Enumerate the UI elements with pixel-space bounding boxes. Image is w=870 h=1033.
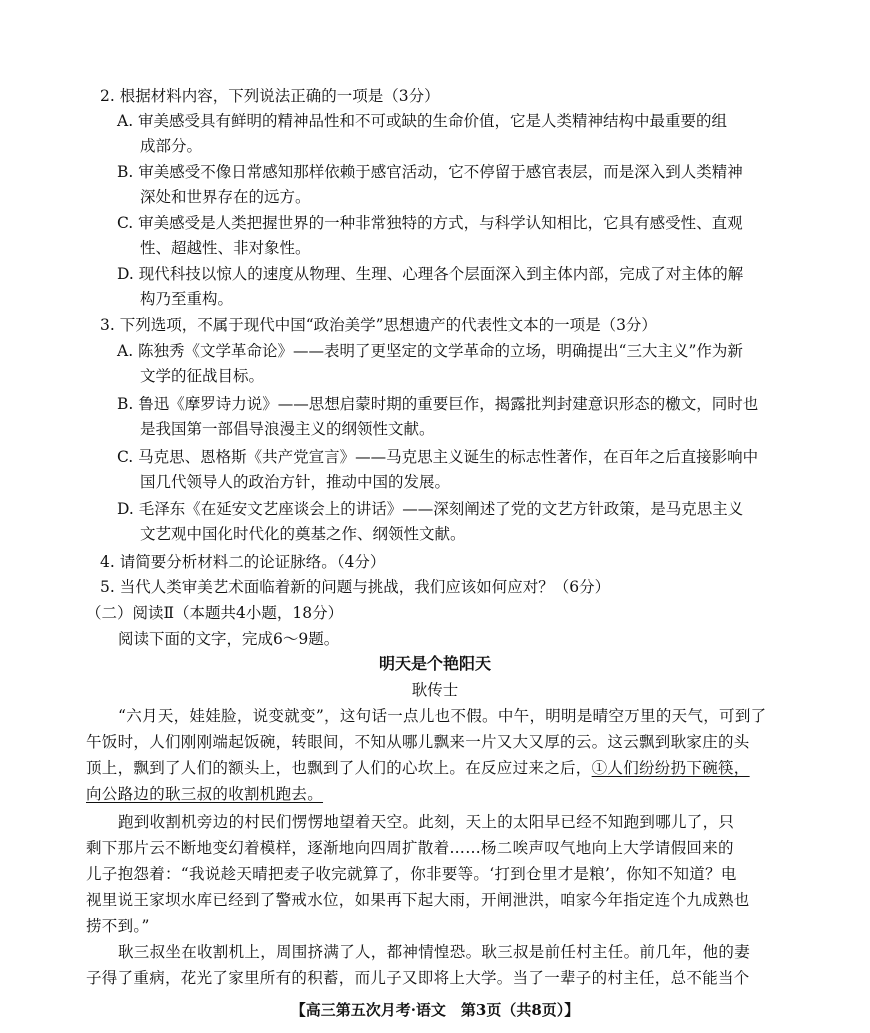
article-author: 耿传士 [411,681,459,699]
section-2-heading: （二）阅读Ⅱ（本题共4小题，18分） [86,604,344,622]
article-p2-line2: 剩下那片云不断地变幻着模样，逐渐地向四周扩散着……杨二唉声叹气地向上大学请假回来的 [86,839,734,857]
q3-option-b-line2: 是我国第一部倡导浪漫主义的纲领性文献。 [140,420,435,438]
article-title: 明天是个艳阳天 [378,654,491,673]
article-p1-line1: “六月天，娃娃脸，说变就变”，这句话一点儿也不假。中午，明明是晴空万里的天气，可到了 [118,707,767,725]
article-p1-line3-text: 顶上，飘到了人们的额头上，也飘到了人们的心坎上。在反应过来之后， [86,759,592,777]
q3-option-a-line1: A. 陈独秀《文学革命论》——表明了更坚定的文学革命的立场，明确提出“三大主义”作为新 [117,342,743,360]
article-p3-line2: 子得了重病，花光了家里所有的积蓄，而儿子又即将上大学。当了一辈子的村主任，总不能当个 [86,969,750,987]
q3-option-b-line1: B. 鲁迅《摩罗诗力说》——思想启蒙时期的重要巨作，揭露批判封建意识形态的檄文，同时也 [117,395,759,413]
q3-option-d-line2: 文艺观中国化时代化的奠基之作、纲领性文献。 [140,525,466,543]
page-footer: 【高三第五次月考·语文 第3页（共8页）】 [290,1001,580,1019]
question-4: 4. 请简要分析材料二的论证脉络。（4分） [100,553,386,571]
section-2-instruction: 阅读下面的文字，完成6～9题。 [118,630,340,648]
article-p2-line3: 儿子抱怨着：“我说趁天晴把麦子收完就算了，你非要等。‘打到仓里才是粮’，你知不知道？电 [86,865,737,883]
article-p1-line3 [86,756,750,780]
article-p3-line1: 耿三叔坐在收割机上，周围挤满了人，都神情惶恐。耿三叔是前任村主任。前几年，他的妻 [118,943,751,961]
article-p2-line4: 视里说王家坝水库已经到了警戒水位，如果再下起大雨，开闸泄洪，咱家今年指定连个九成熟也 [86,891,750,909]
question-3-stem: 3. 下列选项，不属于现代中国“政治美学”思想遗产的代表性文本的一项是（3分） [100,316,657,334]
underlined-sentence-1-cont: 向公路边的耿三叔的收割机跑去。 [86,785,324,803]
article-p2-line1: 跑到收割机旁边的村民们愣愣地望着天空。此刻，天上的太阳早已经不知跑到哪儿了，只 [118,813,735,831]
question-5: 5. 当代人类审美艺术面临着新的问题与挑战，我们应该如何应对？（6分） [100,578,611,596]
q3-option-a-line2: 文学的征战目标。 [140,367,265,385]
q2-option-b-line1: B. 审美感受不像日常感知那样依赖于感官活动，它不停留于感官表层，而是深入到人类精神 [117,163,743,181]
q2-option-d-line2: 构乃至重构。 [140,290,234,308]
q2-option-c-line1: C. 审美感受是人类把握世界的一种非常独特的方式，与科学认知相比，它具有感受性、直观 [117,214,743,232]
q2-option-c-line2: 性、超越性、非对象性。 [140,239,311,257]
question-2-stem: 2. 根据材料内容，下列说法正确的一项是（3分） [100,87,440,105]
article-p2-line5: 捞不到。” [86,917,150,935]
q3-option-d-line1: D. 毛泽东《在延安文艺座谈会上的讲话》——深刻阐述了党的文艺方针政策，是马克思主义 [117,500,744,518]
underlined-sentence-1: ①人们纷纷扔下碗筷， [591,759,750,777]
q2-option-a-line1: A. 审美感受具有鲜明的精神品性和不可或缺的生命价值，它是人类精神结构中最重要的组 [117,112,728,130]
q3-option-c-line2: 国几代领导人的政治方针，推动中国的发展。 [140,473,451,491]
q2-option-d-line1: D. 现代科技以惊人的速度从物理、生理、心理各个层面深入到主体内部，完成了对主体的解 [117,265,744,283]
article-p1-line2: 午饭时，人们刚刚端起饭碗，转眼间，不知从哪儿飘来一片又大又厚的云。这云飘到耿家庄的头 [86,733,750,751]
q3-option-c-line1: C. 马克思、恩格斯《共产党宣言》——马克思主义诞生的标志性著作，在百年之后直接影响中 [117,448,759,466]
q2-option-b-line2: 深处和世界存在的远方。 [140,188,311,206]
q2-option-a-line2: 成部分。 [140,137,203,155]
